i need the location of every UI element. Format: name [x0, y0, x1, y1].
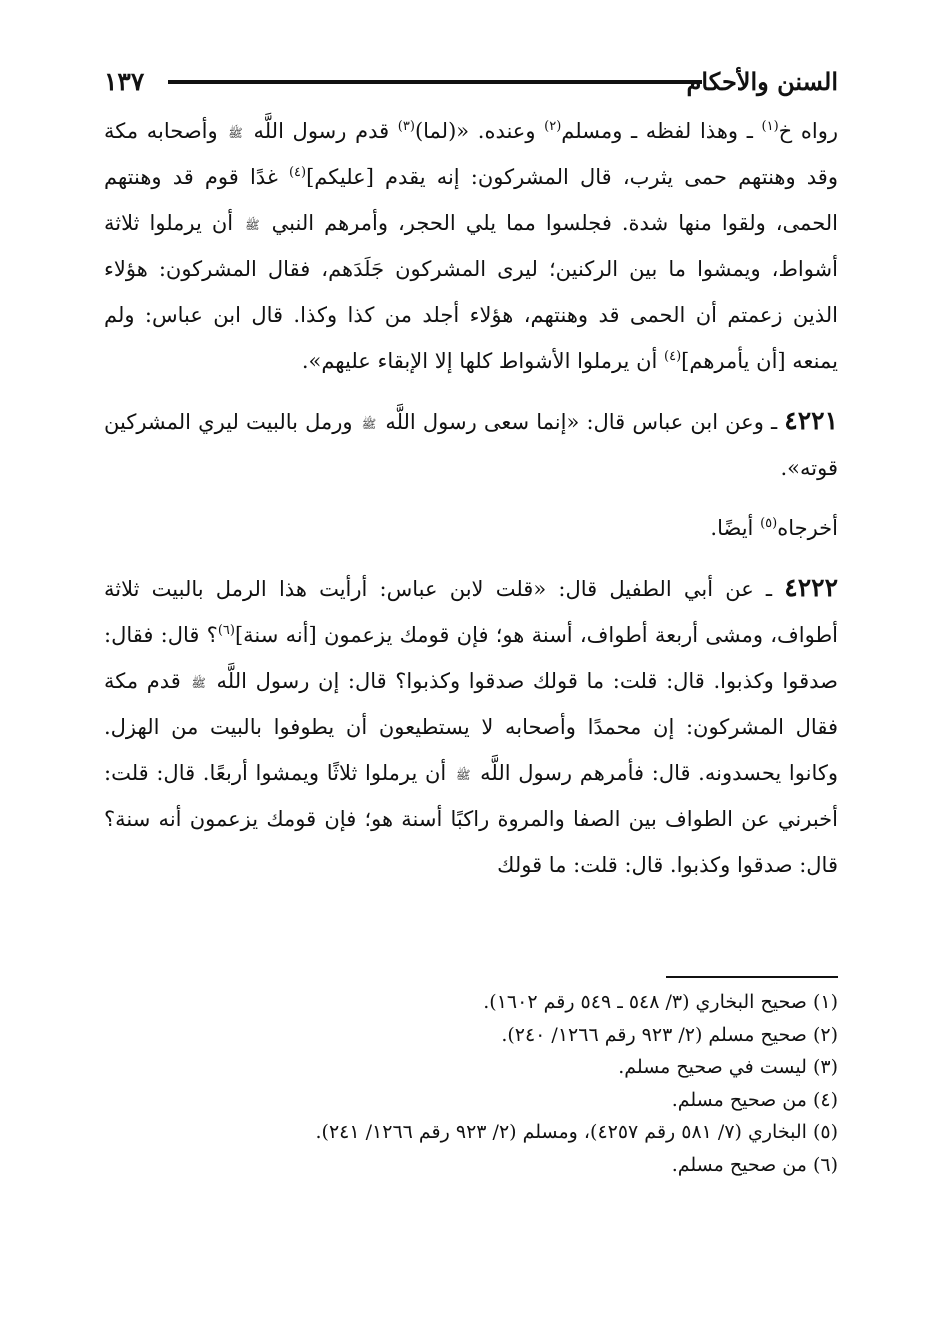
paragraph-1 [104, 108, 838, 384]
footnote-4: (٤) من صحيح مسلم. [671, 1088, 838, 1111]
salawat-seal-icon: ﷺ [228, 125, 243, 140]
text-run: أن يرملوا ثلاثة أشواط، ويمشوا ما بين الركنين؛ ليرى المشركون جَلَدَهم، فقال المشركون: هؤلاء الذين زعمتم أن الحمى قد وهنتهم، هؤلاء أجلد من كذا وكذا. قال ابن عباس: ولم يمنعه [أن يأمرهم] [104, 211, 838, 373]
salawat-seal-icon: ﷺ [361, 416, 377, 431]
text-run: ـ وهذا لفظه ـ ومسلم [561, 119, 762, 143]
page-number: ١٣٧ [104, 67, 145, 96]
footnote-3: (٣) ليست في صحيح مسلم. [618, 1056, 838, 1078]
text-run: أن يرملوا الأشواط كلها إلا الإبقاء عليهم». [301, 349, 665, 373]
footnote-ref: (٢) [544, 119, 562, 134]
salawat-seal-icon: ﷺ [455, 767, 471, 782]
text-run: ـ وعن ابن عباس قال: «إنما سعى رسول اللَّه [378, 410, 785, 434]
main-text [104, 108, 838, 888]
text-run: أخرجاه [777, 516, 838, 540]
footnote-ref: (٦) [217, 623, 235, 638]
running-title: السنن والأحكام [686, 67, 838, 96]
footnote-2: (٢) صحيح مسلم (٢/ ٩٢٣ رقم ١٢٦٦/ ٢٤٠). [501, 1023, 838, 1046]
footnote-ref: (٤) [664, 349, 682, 364]
footnote-separator [666, 976, 838, 978]
text-run: ـ عن أبي الطفيل قال: «قلت لابن عباس: أرأيت هذا الرمل بالبيت ثلاثة أطواف، ومشى أربعة أطواف، أسنة هو؛ فإن قومك يزعمون [أنه سنة] [104, 577, 838, 647]
text-run: ورمل بالبيت ليري المشركين قوته». [104, 410, 838, 480]
text-run: رواه خ [778, 119, 838, 143]
footnote-ref: (١) [761, 119, 779, 134]
header-rule [168, 80, 702, 84]
text-run: قدم مكة فقال المشركون: إن محمدًا وأصحابه لا يستطيعون أن يطوفوا بالبيت من الهزل. وكانوا يحسدونه. قال: فأمرهم رسول اللَّه [104, 669, 838, 785]
page-header [104, 62, 838, 102]
paragraph-takhrij [104, 505, 838, 551]
footnote-1: (١) صحيح البخاري (٣/ ٥٤٨ ـ ٥٤٩ رقم ١٦٠٢). [483, 991, 838, 1013]
footnote-ref: (٥) [760, 516, 778, 531]
text-run: أن يرملوا ثلاثًا ويمشوا أربعًا. قال: قلت: أخبرني عن الطواف بين الصفا والمروة راكبًا أسنة هو؛ فإن قومك يزعمون أنه سنة؟ قال: صدقوا وكذبوا. قال: قلت: ما قولك [104, 761, 838, 877]
text-run: أيضًا. [710, 516, 761, 540]
paragraph-hadith-4221 [104, 398, 838, 491]
paragraph-hadith-4222 [104, 565, 838, 888]
footnotes [104, 986, 838, 1181]
text-run: قدم رسول اللَّه [244, 119, 398, 143]
footnote-ref: (٣) [397, 119, 415, 134]
salawat-seal-icon: ﷺ [191, 675, 206, 690]
salawat-seal-icon: ﷺ [245, 217, 260, 232]
text-run: ؟ قال: فقال: صدقوا وكذبوا. قال: قلت: ما قولك صدقوا وكذبوا؟ قال: إن رسول اللَّه [104, 623, 838, 693]
text-run: وأصحابه مكة وقد وهنتهم حمى يثرب، قال المشركون: إنه يقدم [عليكم] [104, 119, 838, 189]
text-run: غدًا قوم قد وهنتهم الحمى، ولقوا منها شدة. فجلسوا مما يلي الحجر، وأمرهم النبي [104, 165, 838, 235]
hadith-number: ٤٢٢١ [784, 406, 838, 435]
footnote-6: (٦) من صحيح مسلم. [671, 1153, 838, 1176]
hadith-number: ٤٢٢٢ [784, 573, 838, 602]
footnote-ref: (٤) [288, 165, 307, 180]
footnote-5: (٥) البخاري (٧/ ٥٨١ رقم ٤٢٥٧)، ومسلم (٢/ ٩٢٣ رقم ١٢٦٦/ ٢٤١). [315, 1121, 838, 1143]
text-run: وعنده. «(لما) [414, 119, 545, 143]
